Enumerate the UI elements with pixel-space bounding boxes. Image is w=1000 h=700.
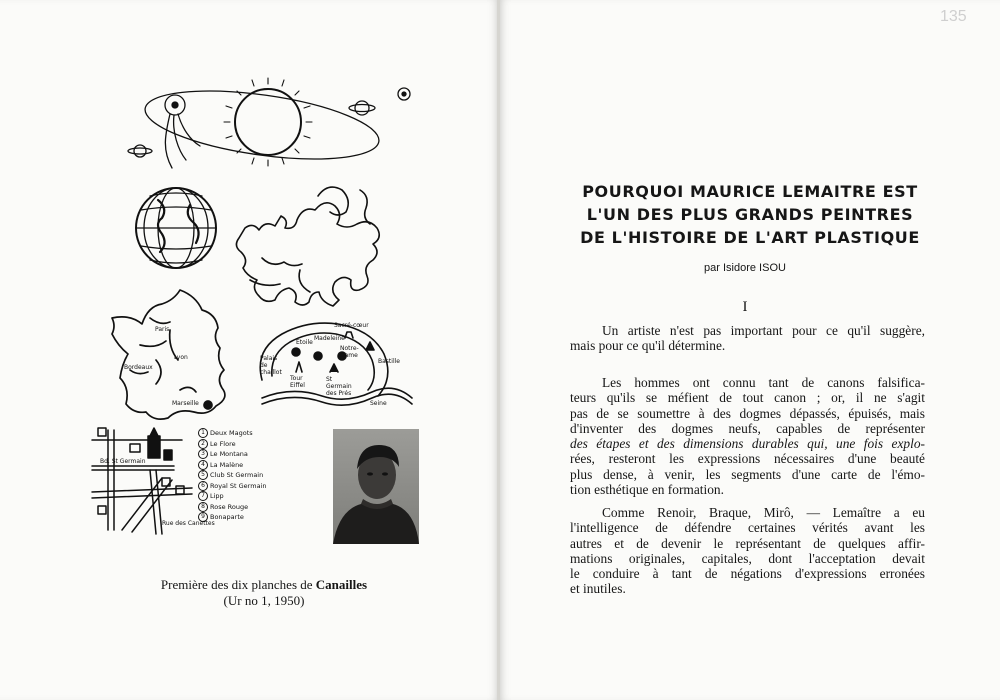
legend-label: Club St Germain bbox=[210, 471, 264, 479]
legend-number: 1 bbox=[198, 428, 208, 438]
plate-caption bbox=[130, 577, 398, 609]
portrait-photo bbox=[333, 429, 419, 544]
legend-item bbox=[198, 502, 266, 513]
st-germain-map-drawing bbox=[92, 428, 192, 534]
legend-label: Le Montana bbox=[210, 450, 248, 458]
portrait-silhouette bbox=[333, 429, 419, 544]
paragraph-line: autres et de devenir le représentant de quelques affir- bbox=[570, 535, 925, 551]
legend-number: 7 bbox=[198, 491, 208, 501]
paragraph-line: le conduire à tant de négations d'expressions erronées bbox=[570, 566, 925, 582]
map-label-bordeaux: Bordeaux bbox=[124, 364, 153, 371]
paragraph-line: et inutiles. bbox=[570, 581, 626, 597]
legend-number: 6 bbox=[198, 481, 208, 491]
legend-label: Le Flore bbox=[210, 439, 236, 448]
title-line: L'UN DES PLUS GRANDS PEINTRES bbox=[586, 205, 914, 224]
legend-number: 8 bbox=[198, 502, 208, 512]
map-label-marseille: Marseille bbox=[172, 400, 199, 407]
section-numeral: I bbox=[742, 299, 748, 315]
article-title bbox=[570, 180, 930, 249]
article-byline: par Isidore ISOU bbox=[704, 262, 786, 274]
legend-item bbox=[198, 491, 266, 502]
legend-number: 9 bbox=[198, 512, 208, 522]
caption-title: Canailles bbox=[315, 577, 368, 592]
legend-label: Rose Rouge bbox=[210, 502, 249, 511]
map-label-madeleine: Madeleine bbox=[314, 335, 345, 342]
caption-prefix: Première des dix planches de bbox=[160, 577, 316, 592]
paragraph-line: plus dense, à venir, les segments d'une carte de l'émo- bbox=[570, 466, 925, 482]
map-label-etoile: Etoile bbox=[296, 339, 313, 346]
cafe-legend bbox=[198, 428, 266, 523]
legend-label: Bonaparte bbox=[210, 513, 244, 521]
legend-item bbox=[198, 470, 266, 481]
paragraph-line: mations originales, capitales, dont l'acceptation devait bbox=[570, 550, 925, 566]
legend-number: 5 bbox=[198, 470, 208, 480]
legend-item bbox=[198, 439, 266, 450]
paragraph-line: l'intelligence de défendre certaines vérités avant les bbox=[570, 520, 925, 536]
legend-item bbox=[198, 481, 266, 492]
paragraph-line: mais pour ce qu'il détermine. bbox=[570, 338, 726, 354]
globe-drawing bbox=[136, 188, 216, 268]
legend-item bbox=[198, 428, 266, 439]
paragraph-line: pas de se soumettre à des dogmes dépassés, épuisés, mais bbox=[570, 405, 925, 421]
map-label-rue-des-canettes: Rue des Canettes bbox=[162, 520, 215, 527]
map-label-lyon: Lyon bbox=[174, 354, 188, 361]
paragraph-line: des étapes et des dimensions durables qui, une fois explo- bbox=[570, 436, 925, 452]
page-number: 135 bbox=[940, 8, 967, 25]
caption-line-2: (Ur no 1, 1950) bbox=[223, 593, 305, 608]
paragraph-line: Comme Renoir, Braque, Mirô, — Lemaître a eu bbox=[602, 505, 925, 520]
legend-item bbox=[198, 449, 266, 460]
paragraph-1 bbox=[570, 323, 925, 354]
map-label-seine: Seine bbox=[370, 400, 387, 407]
paragraph-2 bbox=[570, 375, 925, 497]
map-label-tour-eiffel: Tour Eiffel bbox=[290, 375, 305, 389]
france-map-drawing bbox=[112, 290, 225, 419]
paragraph-line: Les hommes ont connu tant de canons falsifica- bbox=[602, 375, 925, 390]
legend-label: Lipp bbox=[210, 492, 224, 500]
legend-label: Royal St Germain bbox=[210, 481, 267, 490]
legend-number: 4 bbox=[198, 460, 208, 470]
map-label-paris: Paris bbox=[155, 326, 170, 333]
left-page bbox=[0, 0, 498, 700]
map-label-palais-chaillot: Palais de chaillot bbox=[260, 355, 282, 376]
legend-number: 3 bbox=[198, 449, 208, 459]
legend-item bbox=[198, 512, 266, 523]
sun-drawing bbox=[141, 78, 383, 171]
map-label-notre-dame: Notre-Dame bbox=[340, 345, 359, 359]
title-line: DE L'HISTOIRE DE L'ART PLASTIQUE bbox=[580, 228, 920, 247]
paragraph-line: tion esthétique en formation. bbox=[570, 482, 724, 498]
legend-number: 2 bbox=[198, 439, 208, 449]
legend-label: Deux Magots bbox=[210, 429, 253, 437]
map-label-st-germain-pres: St Germain des Prés bbox=[326, 376, 352, 397]
map-label-bastille: Bastille bbox=[378, 358, 400, 365]
legend-label: La Malène bbox=[210, 460, 244, 469]
legend-item bbox=[198, 460, 266, 471]
map-label-sacre-coeur: Sacré-cœur bbox=[334, 322, 369, 329]
map-label-bd-st-germain: Bd. St Germain bbox=[100, 458, 146, 465]
paragraph-line: rées, resteront les expressions nécessaires d'une beauté bbox=[570, 451, 925, 467]
europe-map-drawing bbox=[236, 187, 379, 306]
title-line: POURQUOI MAURICE LEMAITRE EST bbox=[582, 182, 918, 201]
paragraph-3 bbox=[570, 505, 925, 597]
paragraph-line: d'inventer des dogmes neufs, capables de représenter bbox=[570, 420, 925, 436]
paragraph-line: Un artiste n'est pas important pour ce qu'il suggère, bbox=[602, 323, 925, 338]
paragraph-line: teurs qu'ils se méfient de tout canon ; or, il ne s'agit bbox=[570, 390, 925, 406]
caption-line-1 bbox=[130, 577, 398, 593]
planets-drawing bbox=[128, 88, 410, 157]
